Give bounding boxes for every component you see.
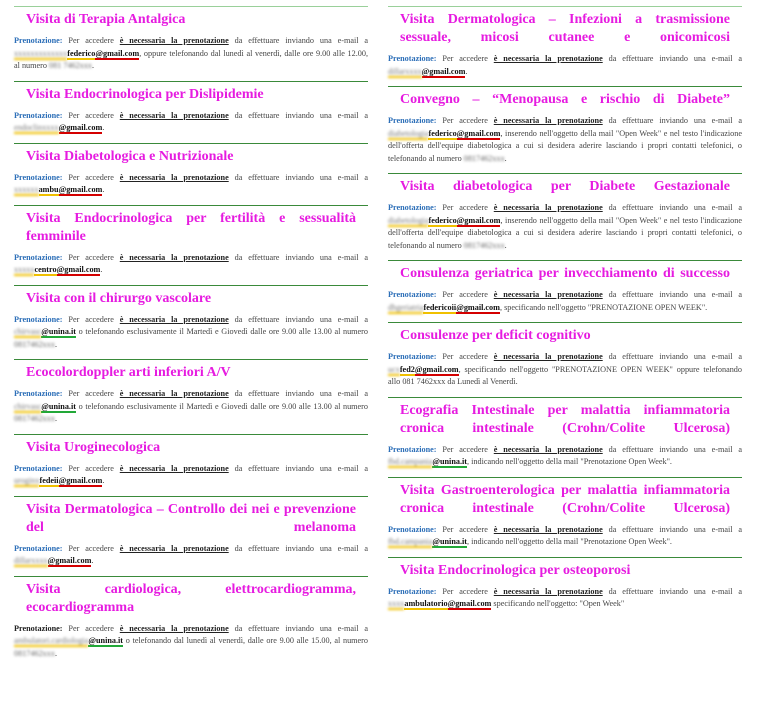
service-title: Convegno – “Menopausa e rischio di Diabete” bbox=[400, 92, 730, 107]
booking-label: Prenotazione: bbox=[14, 463, 63, 473]
email-redacted-part: ucx bbox=[388, 364, 400, 374]
email-link[interactable] bbox=[388, 216, 500, 225]
booking-method: da effettuare inviando una e-mail a bbox=[234, 110, 369, 120]
email-redacted-part: fbd.campania bbox=[388, 537, 433, 546]
email-redacted-part: dhgeriatria bbox=[388, 302, 424, 312]
service-booking-text: Prenotazione: Per accedere è necessaria la prenotazione da effettuare inviando una e-mail a chirvasc@unina.it o telefonando esclusivamente il Martedì e Giovedì dalle ore 9.00 alle 13.00 al numero 0817462xxx. bbox=[14, 314, 369, 349]
service-title: Ecocolordoppler arti inferiori A/V bbox=[26, 365, 231, 380]
email-user: federico bbox=[428, 215, 457, 225]
email-domain: @gmail.com bbox=[447, 599, 492, 608]
booking-method: da effettuare inviando una e-mail a bbox=[234, 314, 369, 324]
service-title: Consulenze per deficit cognitivo bbox=[400, 328, 591, 343]
service-item bbox=[388, 86, 742, 173]
email-link[interactable] bbox=[14, 402, 76, 411]
service-title: Visita Endocrinologica per osteoporosi bbox=[400, 562, 631, 578]
booking-details: , inserendo nell'oggetto della mail "Open Week" e nel testo l'indicazione dell'offerta dell'equipe diabetologica a cui si desidera aderire lasciando i propri contatti telefonici, o telefonando al numero bbox=[388, 128, 742, 163]
booking-method: da effettuare inviando una e-mail a bbox=[608, 54, 743, 63]
booking-label: Prenotazione: bbox=[14, 543, 63, 553]
booking-intro: Per accedere bbox=[442, 524, 488, 534]
booking-intro: Per accedere bbox=[442, 116, 488, 125]
booking-intro: Per accedere bbox=[68, 543, 114, 553]
email-redacted-part: dillarxxxx bbox=[14, 556, 48, 565]
booking-required-note: è necessaria la prenotazione bbox=[119, 389, 229, 398]
booking-intro: Per accedere bbox=[442, 586, 488, 596]
email-user: centro bbox=[34, 265, 57, 274]
email-redacted-part: diabetologia bbox=[388, 128, 429, 138]
booking-label: Prenotazione: bbox=[14, 389, 63, 398]
email-domain: @gmail.com bbox=[58, 185, 103, 194]
left-column bbox=[14, 6, 368, 668]
booking-details: . bbox=[100, 265, 103, 274]
booking-label: Prenotazione: bbox=[14, 252, 63, 262]
phone-number: 0817462xxx bbox=[14, 339, 55, 349]
service-booking-text bbox=[388, 351, 742, 397]
email-domain: @gmail.com bbox=[456, 302, 500, 312]
booking-details: , indicando nell'oggetto della mail "Prenotazione Open Week". bbox=[467, 537, 672, 546]
service-item bbox=[14, 6, 368, 81]
service-item bbox=[14, 143, 368, 205]
service-title: Visita Dermatologica – Controllo dei nei e prevenzione del melanoma bbox=[26, 501, 356, 535]
service-item bbox=[388, 557, 742, 619]
email-link[interactable] bbox=[388, 129, 500, 138]
email-redacted-part: uroginx bbox=[14, 476, 40, 485]
email-redacted-part: chirvasc bbox=[14, 327, 42, 336]
email-domain: @gmail.com bbox=[414, 364, 459, 374]
booking-method: da effettuare inviando una e-mail a bbox=[608, 352, 743, 361]
booking-required-note: è necessaria la prenotazione bbox=[493, 586, 603, 596]
phone-number: 0817462xxx bbox=[463, 153, 505, 163]
email-redacted-part: chirvasc bbox=[14, 401, 42, 411]
service-item bbox=[14, 576, 368, 669]
service-item bbox=[388, 397, 742, 477]
booking-intro: Per accedere bbox=[68, 172, 114, 182]
service-booking-text: Prenotazione: Per accedere è necessaria la prenotazione da effettuare inviando una e-mail a ambulatori.cardiologia@unina.it o telefonando dal lunedì al venerdì, dalle ore 9.00 alle 15.00, al numero 0817462xxx. bbox=[14, 623, 369, 658]
email-user: federicoii bbox=[423, 302, 457, 312]
booking-label: Prenotazione: bbox=[388, 352, 437, 361]
booking-label: Prenotazione: bbox=[388, 116, 437, 125]
service-item bbox=[14, 285, 368, 360]
phone-number: 081 7462xxx bbox=[49, 61, 92, 70]
booking-label: Prenotazione: bbox=[14, 314, 63, 324]
email-domain: @gmail.com bbox=[58, 476, 103, 485]
service-booking-text: Prenotazione: Per accedere è necessaria la prenotazione da effettuare inviando una e-mail a chirvasc@unina.it o telefonando esclusivamente il Martedì e Giovedì dalle ore 9.00 alle 13.00 al numero 0817462xxx. bbox=[14, 389, 369, 423]
booking-required-note: è necessaria la prenotazione bbox=[493, 116, 603, 125]
booking-method: da effettuare inviando una e-mail a bbox=[234, 463, 369, 473]
email-redacted-part: xxxxxx bbox=[14, 185, 39, 194]
email-redacted-part: endoclinxxxx bbox=[14, 123, 59, 132]
email-redacted-part: xxxxxxxxxxxxx bbox=[14, 48, 68, 58]
service-item bbox=[14, 359, 368, 434]
booking-details: , inserendo nell'oggetto della mail "Open Week" e nel testo l'indicazione dell'offerta dell'equipe diabetologica a cui si desidera aderire lasciando i propri contatti telefonici, o telefonando al numero bbox=[388, 215, 742, 250]
booking-intro: Per accedere bbox=[68, 623, 114, 633]
email-user: federico bbox=[428, 128, 457, 138]
service-item bbox=[14, 205, 368, 285]
email-link[interactable] bbox=[14, 476, 105, 485]
email-redacted-part: ambulatori.cardiologia bbox=[14, 636, 89, 645]
booking-intro: Per accedere bbox=[442, 290, 488, 299]
phone-number: 0817462xxx bbox=[14, 414, 55, 423]
service-title: Visita di Terapia Antalgica bbox=[26, 12, 186, 27]
service-booking-text bbox=[14, 110, 368, 143]
booking-label: Prenotazione: bbox=[388, 290, 437, 299]
booking-method: da effettuare inviando una e-mail a bbox=[234, 36, 369, 45]
booking-method: da effettuare inviando una e-mail a bbox=[234, 543, 369, 553]
email-redacted-part: xxxx bbox=[388, 599, 405, 608]
service-booking-text: Prenotazione: Per accedere è necessaria la prenotazione da effettuare inviando una e-mail a xxxxxxxxxxxxxfederico@gmail.com, oppure telefonando dal lunedì al venerdì, dalle ore 9.00 alle 12.00, al numero 081 7462xxx. bbox=[14, 36, 369, 70]
phone-number: 0817462xxx bbox=[463, 240, 505, 250]
email-link[interactable] bbox=[14, 636, 123, 645]
booking-method: da effettuare inviando una e-mail a bbox=[608, 116, 743, 125]
service-booking-text bbox=[388, 289, 742, 322]
email-link[interactable] bbox=[14, 123, 105, 132]
booking-required-note: è necessaria la prenotazione bbox=[119, 463, 229, 473]
service-title: Ecografia Intestinale per malattia infiammatoria cronica intestinale (Crohn/Colite Ulcerosa) bbox=[400, 402, 730, 436]
booking-intro: Per accedere bbox=[68, 252, 114, 262]
service-booking-text bbox=[388, 586, 742, 619]
booking-label: Prenotazione: bbox=[388, 203, 437, 212]
email-user: ambu bbox=[38, 185, 59, 194]
booking-label: Prenotazione: bbox=[14, 623, 63, 633]
booking-method: da effettuare inviando una e-mail a bbox=[234, 252, 369, 262]
service-title: Visita Gastroenterologica per malattia infiammatoria cronica intestinale (Crohn/Colite Ulcerosa) bbox=[400, 482, 730, 516]
email-domain: @unina.it bbox=[432, 457, 468, 466]
booking-required-note: è necessaria la prenotazione bbox=[493, 290, 603, 299]
service-booking-text bbox=[388, 524, 742, 557]
service-title: Visita Dermatologica – Infezioni a trasmissione sessuale, micosi cutanee e onicomicosi bbox=[400, 12, 730, 45]
service-booking-text: Prenotazione: Per accedere è necessaria la prenotazione da effettuare inviando una e-mail a diabetologiafederico@gmail.com, inserendo nell'oggetto della mail "Open Week" e nel testo l'indicazione dell'offerta dell'equipe diabetologica a cui si desidera aderire lasciando i propri contatti telefonici, o telefonando al numero 0817462xxx. bbox=[388, 116, 743, 163]
phone-number: 0817462xxx bbox=[14, 648, 55, 658]
email-redacted-part: xxxxx bbox=[14, 265, 35, 274]
service-title: Visita Uroginecologica bbox=[26, 439, 161, 455]
service-title: Visita Diabetologica e Nutrizionale bbox=[26, 148, 234, 164]
email-link[interactable] bbox=[388, 457, 467, 466]
service-title: Visita con il chirurgo vascolare bbox=[26, 290, 212, 306]
email-domain: @gmail.com bbox=[47, 556, 92, 565]
email-link[interactable] bbox=[388, 599, 491, 608]
email-domain: @gmail.com bbox=[421, 66, 466, 76]
booking-details: . bbox=[102, 185, 105, 194]
booking-details: , oppure telefonando dal lunedì al venerdì, dalle ore 9.00 alle 12.00, al numero bbox=[14, 48, 368, 70]
booking-intro: Per accedere bbox=[68, 36, 114, 45]
booking-intro: Per accedere bbox=[68, 463, 114, 473]
booking-details: o telefonando dal lunedì al venerdì, dalle ore 9.00 alle 15.00, al numero bbox=[123, 636, 368, 645]
service-booking-text bbox=[14, 463, 368, 496]
booking-method: da effettuare inviando una e-mail a bbox=[234, 389, 369, 398]
service-title: Visita Endocrinologica per Dislipidemie bbox=[26, 86, 264, 102]
booking-required-note: è necessaria la prenotazione bbox=[119, 172, 229, 182]
email-domain: @gmail.com bbox=[456, 128, 501, 138]
booking-required-note: è necessaria la prenotazione bbox=[493, 444, 603, 454]
service-booking-text bbox=[388, 53, 742, 86]
booking-details: specificando nell'oggetto: "Open Week" bbox=[491, 599, 625, 608]
service-booking-text: Prenotazione: Per accedere è necessaria la prenotazione da effettuare inviando una e-mail a diabetologiafederico@gmail.com, inserendo nell'oggetto della mail "Open Week" e nel testo l'indicazione dell'offerta dell'equipe diabetologica a cui si desidera aderire lasciando i propri contatti telefonici, o telefonando al numero 0817462xxx. bbox=[388, 203, 743, 250]
service-item bbox=[14, 81, 368, 143]
service-booking-text bbox=[388, 444, 742, 477]
booking-required-note: è necessaria la prenotazione bbox=[493, 54, 603, 63]
booking-intro: Per accedere bbox=[442, 352, 488, 361]
booking-label: Prenotazione: bbox=[14, 172, 63, 182]
booking-required-note: è necessaria la prenotazione bbox=[119, 314, 229, 324]
email-domain: @unina.it bbox=[88, 636, 124, 645]
email-link[interactable] bbox=[14, 327, 76, 336]
booking-required-note: è necessaria la prenotazione bbox=[119, 252, 229, 262]
email-domain: @unina.it bbox=[41, 401, 76, 411]
email-redacted-part: dillarxxxx bbox=[388, 66, 422, 76]
booking-intro: Per accedere bbox=[442, 54, 488, 63]
booking-required-note: è necessaria la prenotazione bbox=[493, 352, 603, 361]
booking-details: . bbox=[91, 556, 94, 565]
booking-method: da effettuare inviando una e-mail a bbox=[608, 524, 743, 534]
email-link[interactable] bbox=[388, 365, 459, 374]
booking-label: Prenotazione: bbox=[388, 444, 437, 454]
service-booking-text bbox=[14, 543, 368, 576]
service-item bbox=[388, 260, 742, 322]
email-domain: @gmail.com bbox=[58, 123, 103, 132]
booking-required-note: è necessaria la prenotazione bbox=[119, 36, 229, 45]
booking-details: , specificando nell'oggetto "PRENOTAZIONE OPEN WEEK" oppure telefonando allo 081 7462xxx da Lunedì al Venerdì. bbox=[388, 364, 742, 386]
booking-method: da effettuare inviando una e-mail a bbox=[608, 203, 743, 212]
email-domain: @gmail.com bbox=[56, 265, 101, 274]
booking-label: Prenotazione: bbox=[388, 54, 437, 63]
service-item bbox=[388, 6, 742, 86]
booking-required-note: è necessaria la prenotazione bbox=[493, 524, 603, 534]
email-redacted-part: diabetologia bbox=[388, 215, 429, 225]
booking-details: . bbox=[102, 476, 105, 485]
booking-label: Prenotazione: bbox=[14, 36, 63, 45]
booking-details: o telefonando esclusivamente il Martedì e Giovedì dalle ore 9.00 alle 13.00 al numero bbox=[75, 327, 368, 336]
booking-intro: Per accedere bbox=[442, 444, 488, 454]
booking-intro: Per accedere bbox=[442, 203, 488, 212]
email-user: fedeii bbox=[39, 476, 59, 485]
booking-required-note: è necessaria la prenotazione bbox=[119, 110, 229, 120]
email-link[interactable] bbox=[14, 556, 94, 565]
booking-details: o telefonando esclusivamente il Martedì e Giovedì dalle ore 9.00 alle 13.00 al numero bbox=[75, 401, 368, 411]
booking-details: , indicando nell'oggetto della mail "Prenotazione Open Week". bbox=[467, 457, 672, 466]
booking-method: da effettuare inviando una e-mail a bbox=[234, 172, 369, 182]
email-domain: @unina.it bbox=[41, 327, 76, 336]
booking-label: Prenotazione: bbox=[388, 524, 437, 534]
right-column bbox=[388, 6, 742, 619]
email-link[interactable] bbox=[388, 537, 467, 546]
service-booking-text bbox=[14, 172, 368, 205]
email-link[interactable] bbox=[14, 185, 105, 194]
email-user: fed2 bbox=[399, 364, 415, 374]
booking-details: , specificando nell'oggetto "PRENOTAZIONE OPEN WEEK". bbox=[499, 302, 708, 312]
booking-details: . bbox=[465, 66, 468, 76]
booking-intro: Per accedere bbox=[68, 314, 114, 324]
service-item bbox=[14, 496, 368, 576]
booking-method: da effettuare inviando una e-mail a bbox=[608, 290, 743, 299]
booking-method: da effettuare inviando una e-mail a bbox=[608, 586, 743, 596]
service-item bbox=[388, 173, 742, 260]
booking-required-note: è necessaria la prenotazione bbox=[119, 623, 229, 633]
email-redacted-part: fbd.campania bbox=[388, 457, 433, 466]
booking-intro: Per accedere bbox=[68, 389, 114, 398]
email-link[interactable] bbox=[388, 303, 500, 312]
service-title: Visita Endocrinologica per fertilità e sessualità femminile bbox=[26, 210, 356, 244]
email-domain: @unina.it bbox=[432, 537, 468, 546]
email-link[interactable] bbox=[14, 265, 103, 274]
email-domain: @gmail.com bbox=[456, 215, 501, 225]
service-title: Visita diabetologica per Diabete Gestazionale bbox=[400, 179, 730, 194]
booking-label: Prenotazione: bbox=[388, 586, 437, 596]
booking-required-note: è necessaria la prenotazione bbox=[119, 543, 229, 553]
booking-intro: Per accedere bbox=[68, 110, 114, 120]
email-user: ambulatorio bbox=[404, 599, 448, 608]
service-item bbox=[388, 322, 742, 397]
email-user: federico bbox=[67, 48, 96, 58]
service-title: Consulenza geriatrica per invecchiamento di successo bbox=[400, 266, 730, 281]
service-title: Visita cardiologica, elettrocardiogramma, ecocardiogramma bbox=[26, 581, 356, 615]
booking-method: da effettuare inviando una e-mail a bbox=[234, 623, 369, 633]
service-item bbox=[388, 477, 742, 557]
email-link[interactable] bbox=[388, 66, 468, 76]
service-booking-text bbox=[14, 252, 368, 285]
booking-details: . bbox=[102, 123, 105, 132]
booking-required-note: è necessaria la prenotazione bbox=[493, 203, 603, 212]
email-domain: @gmail.com bbox=[95, 48, 140, 58]
booking-method: da effettuare inviando una e-mail a bbox=[608, 444, 743, 454]
booking-label: Prenotazione: bbox=[14, 110, 63, 120]
email-link[interactable] bbox=[14, 49, 139, 58]
service-item bbox=[14, 434, 368, 496]
